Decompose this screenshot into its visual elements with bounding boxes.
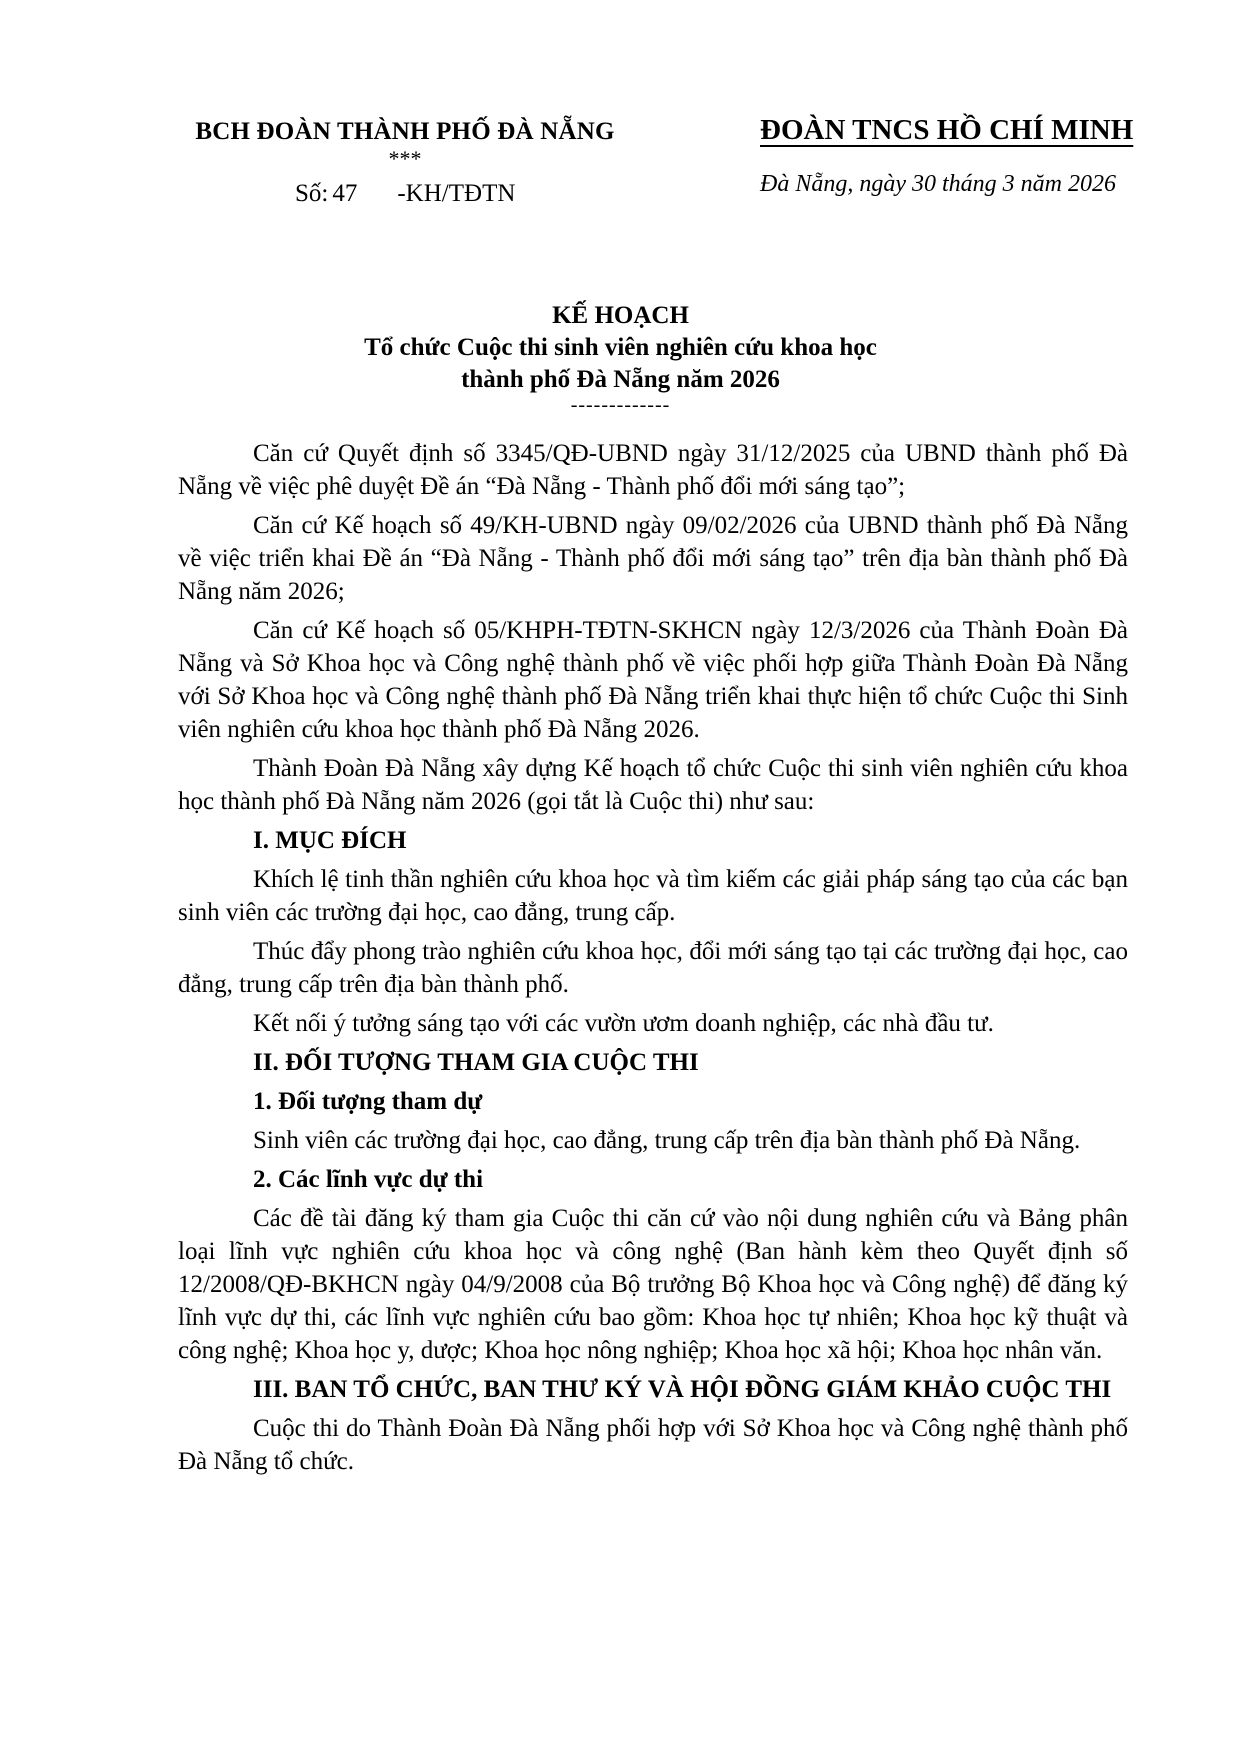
issuing-authority-block [185, 118, 625, 208]
eligibility-paragraph: Sinh viên các trường đại học, cao đẳng, trung cấp trên địa bàn thành phố Đà Nẵng. [253, 1127, 1081, 1154]
stars-divider: *** [388, 146, 422, 171]
intro-paragraph: Thành Đoàn Đà Nẵng xây dựng Kế hoạch tổ chức Cuộc thi sinh viên nghiên cứu khoa học thành phố Đà Nẵng năm 2026 (gọi tắt là Cuộc thi) như sau: [178, 755, 1128, 815]
document-body [178, 437, 1128, 1484]
subsection-heading-eligibility: 1. Đối tượng tham dự [253, 1088, 483, 1115]
purpose-paragraph: Khích lệ tinh thần nghiên cứu khoa học và tìm kiếm các giải pháp sáng tạo của các bạn sinh viên các trường đại học, cao đẳng, trung cấp. [178, 866, 1128, 926]
document-number-value: 47 [332, 180, 358, 207]
place-date: Đà Nẵng, ngày 30 tháng 3 năm 2026 [760, 171, 1116, 197]
document-type: KẾ HOẠCH [552, 302, 689, 329]
basis-paragraph: Căn cứ Quyết định số 3345/QĐ-UBND ngày 31/12/2025 của UBND thành phố Đà Nẵng về việc phê duyệt Đề án “Đà Nẵng - Thành phố đổi mới sáng tạo”; [178, 440, 1128, 500]
section-heading-organizers: III. BAN TỔ CHỨC, BAN THƯ KÝ VÀ HỘI ĐỒNG GIÁM KHẢO CUỘC THI [253, 1376, 1112, 1403]
section-heading-participants: II. ĐỐI TƯỢNG THAM GIA CUỘC THI [253, 1049, 699, 1076]
purpose-paragraph: Kết nối ý tưởng sáng tạo với các vườn ươm doanh nghiệp, các nhà đầu tư. [253, 1010, 994, 1037]
section-heading-purpose: I. MỤC ĐÍCH [253, 827, 407, 854]
issuing-authority: BCH ĐOÀN THÀNH PHỐ ĐÀ NẴNG [195, 118, 615, 145]
organizers-paragraph: Cuộc thi do Thành Đoàn Đà Nẵng phối hợp với Sở Khoa học và Công nghệ thành phố Đà Nẵng tổ chức. [178, 1415, 1128, 1475]
document-number-suffix: -KH/TĐTN [397, 180, 516, 207]
organization-name: ĐOÀN TNCS HỒ CHÍ MINH [760, 114, 1134, 146]
basis-paragraph: Căn cứ Kế hoạch số 49/KH-UBND ngày 09/02/2026 của UBND thành phố Đà Nẵng về việc triển khai Đề án “Đà Nẵng - Thành phố đổi mới sáng tạo” trên địa bàn thành phố Đà Nẵng năm 2026; [178, 512, 1128, 605]
purpose-paragraph: Thúc đẩy phong trào nghiên cứu khoa học, đổi mới sáng tạo tại các trường đại học, cao đẳng, trung cấp trên địa bàn thành phố. [178, 938, 1128, 998]
fields-paragraph: Các đề tài đăng ký tham gia Cuộc thi căn cứ vào nội dung nghiên cứu và Bảng phân loại lĩnh vực nghiên cứu khoa học và công nghệ (Ban hành kèm theo Quyết định số 12/2008/QĐ-BKHCN ngày 04/9/2008 của Bộ trưởng Bộ Khoa học và Công nghệ) để đăng ký lĩnh vực dự thi, các lĩnh vực nghiên cứu bao gồm: Khoa học tự nhiên; Khoa học kỹ thuật và công nghệ; Khoa học y, dược; Khoa học nông nghiệp; Khoa học xã hội; Khoa học nhân văn. [178, 1205, 1128, 1364]
organization-block [760, 114, 1160, 198]
document-title-line-1: Tổ chức Cuộc thi sinh viên nghiên cứu khoa học [364, 334, 877, 361]
title-separator: ------------- [570, 394, 671, 416]
document-title-line-2: thành phố Đà Nẵng năm 2026 [461, 366, 780, 393]
document-title-block [0, 300, 1241, 414]
document-number-prefix: Số: [295, 180, 329, 207]
basis-paragraph: Căn cứ Kế hoạch số 05/KHPH-TĐTN-SKHCN ngày 12/3/2026 của Thành Đoàn Đà Nẵng và Sở Khoa học và Công nghệ thành phố về việc phối hợp giữa Thành Đoàn Đà Nẵng với Sở Khoa học và Công nghệ thành phố Đà Nẵng triển khai thực hiện tổ chức Cuộc thi Sinh viên nghiên cứu khoa học thành phố Đà Nẵng 2026. [178, 617, 1128, 743]
subsection-heading-fields: 2. Các lĩnh vực dự thi [253, 1166, 484, 1193]
document-number [185, 180, 625, 208]
